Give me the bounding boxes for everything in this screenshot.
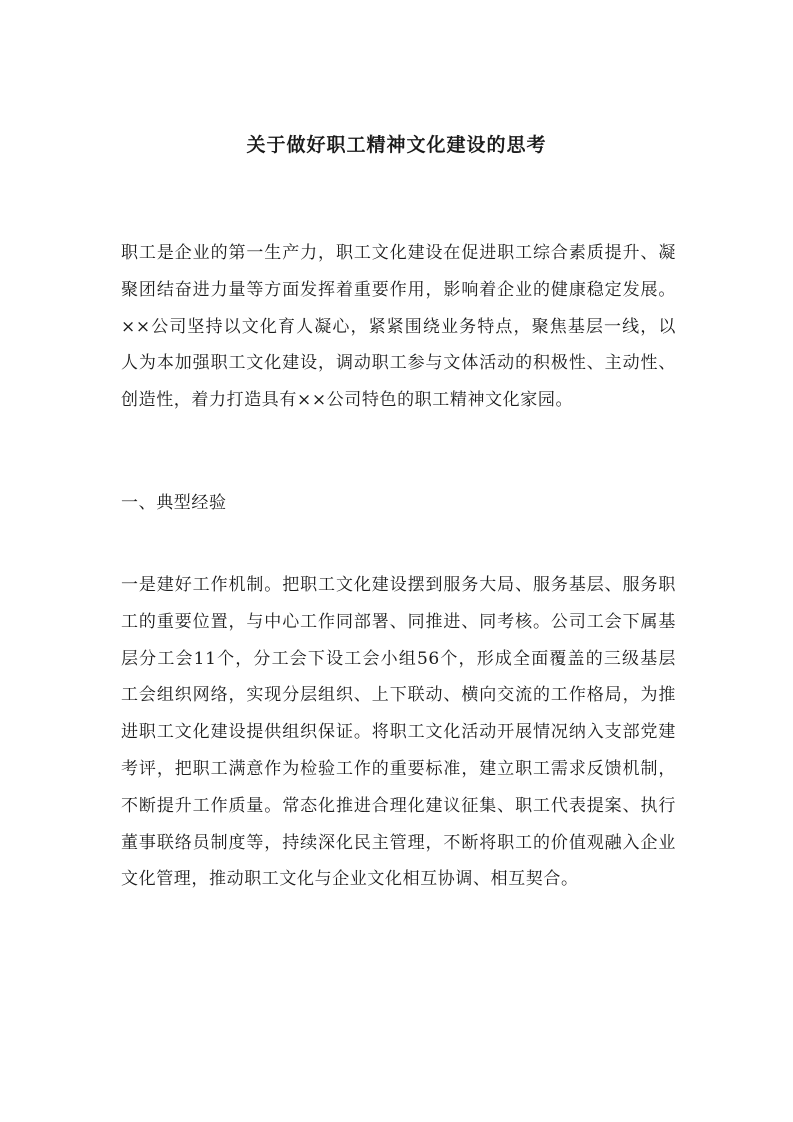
document-title: 关于做好职工精神文化建设的思考 xyxy=(246,134,547,156)
section-heading: 一、典型经验 xyxy=(121,493,227,513)
section-paragraph: 一是建好工作机制。把职工文化建设摆到服务大局、服务基层、服务职工的重要位置，与中心工作同部署、同推进、同考核。公司工会下属基层分工会11个，分工会下设工会小组56个，形成全面覆盖的三级基层工会组织网络，实现分层组织、上下联动、横向交流的工作格局，为推进职工文化建设提供组织保证。将职工文化活动开展情况纳入支部党建考评，把职工满意作为检验工作的重要标准，建立职工需求反馈机制，不断提升工作质量。常态化推进合理化建议征集、职工代表提案、执行董事联络员制度等，持续深化民主管理，不断将职工的价值观融入企业文化管理，推动职工文化与企业文化相互协调、相互契合。 xyxy=(121,575,676,890)
intro-paragraph: 职工是企业的第一生产力，职工文化建设在促进职工综合素质提升、凝聚团结奋进力量等方面发挥着重要作用，影响着企业的健康稳定发展。××公司坚持以文化育人凝心，紧紧围绕业务特点，聚焦基层一线，以人为本加强职工文化建设，调动职工参与文体活动的积极性、主动性、创造性，着力打造具有××公司特色的职工精神文化家园。 xyxy=(121,243,676,411)
